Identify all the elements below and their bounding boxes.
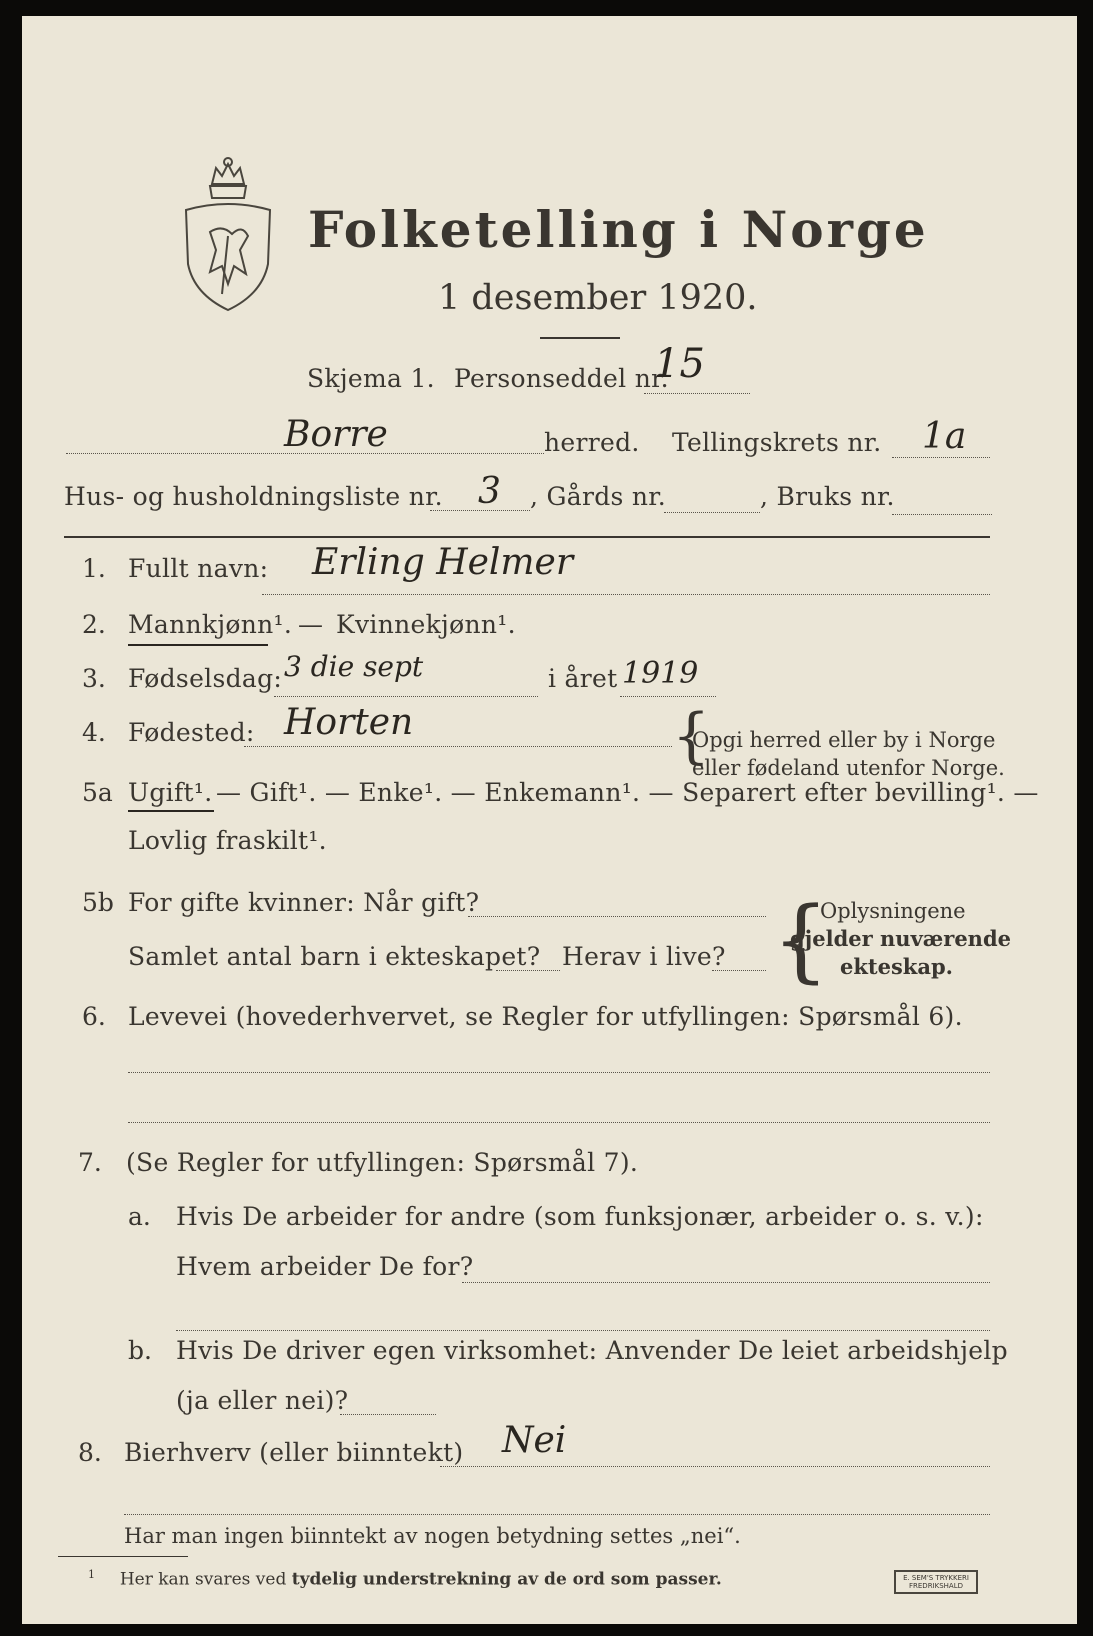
q4-number: 4. bbox=[82, 718, 106, 747]
unmarried-selection-mark bbox=[128, 810, 214, 812]
q8-label: Bierhverv (eller biinntekt) bbox=[124, 1438, 464, 1467]
q5b-note-line1: Oplysningene bbox=[820, 899, 966, 923]
q5b-alive-label: Herav i live? bbox=[562, 942, 726, 971]
q6-label: Levevei (hovederhvervet, se Regler for utfyllingen: Spørsmål 6). bbox=[128, 1002, 963, 1031]
q5b-note-line2: gjelder nuværende bbox=[790, 926, 1011, 951]
husliste-value: 3 bbox=[478, 471, 501, 512]
tellingskrets-label: Tellingskrets nr. bbox=[672, 428, 882, 457]
birthplace-field[interactable] bbox=[244, 746, 672, 747]
q5b-number: 5b bbox=[82, 888, 114, 917]
q7b-label: Hvis De driver egen virksomhet: Anvender De leiet arbeidshjelp bbox=[176, 1336, 1008, 1365]
marital-options[interactable]: — Gift¹. — Enke¹. — Enkemann¹. — Separert efter bevilling¹. — bbox=[216, 778, 1039, 807]
birth-year-label: i året bbox=[548, 664, 618, 693]
q7b-number: b. bbox=[128, 1336, 152, 1365]
personseddel-value: 15 bbox=[654, 341, 705, 387]
children-total-field[interactable] bbox=[496, 970, 560, 971]
full-name-field[interactable] bbox=[262, 594, 990, 595]
census-date: 1 desember 1920. bbox=[438, 278, 758, 318]
form-title: Folketelling i Norge bbox=[308, 200, 929, 259]
q7-number: 7. bbox=[78, 1148, 102, 1177]
occupation-field-1[interactable] bbox=[128, 1072, 990, 1073]
unmarried-option[interactable]: Ugift¹. bbox=[128, 778, 213, 807]
q1-number: 1. bbox=[82, 554, 106, 583]
q8-number: 8. bbox=[78, 1438, 102, 1467]
q7a-label: Hvis De arbeider for andre (som funksjonær, arbeider o. s. v.): bbox=[176, 1202, 984, 1231]
children-alive-field[interactable] bbox=[712, 970, 766, 971]
coat-of-arms-icon bbox=[182, 154, 274, 314]
birthday-field[interactable] bbox=[274, 696, 538, 697]
q5b-brace: { bbox=[772, 888, 830, 993]
divorced-option[interactable]: Lovlig fraskilt¹. bbox=[128, 826, 327, 855]
q8-note: Har man ingen biinntekt av nogen betydning settes „nei“. bbox=[124, 1524, 741, 1548]
q3-number: 3. bbox=[82, 664, 106, 693]
printer-stamp: E. SEM'S TRYKKERI FREDRIKSHALD bbox=[894, 1570, 978, 1594]
personseddel-label: Personseddel nr. bbox=[454, 364, 669, 393]
bruks-field[interactable] bbox=[892, 514, 992, 515]
q6-number: 6. bbox=[82, 1002, 106, 1031]
herred-label: herred. bbox=[544, 428, 640, 457]
birth-year-field[interactable] bbox=[620, 696, 716, 697]
q5a-number: 5a bbox=[82, 778, 113, 807]
male-selection-mark bbox=[128, 644, 268, 646]
birth-year-value: 1919 bbox=[622, 656, 699, 691]
marriage-date-field[interactable] bbox=[468, 916, 766, 917]
q5b-children-label: Samlet antal barn i ekteskapet? bbox=[128, 942, 541, 971]
side-income-field[interactable] bbox=[440, 1466, 990, 1467]
q4-note-line1: Opgi herred eller by i Norge bbox=[692, 728, 996, 752]
personseddel-field[interactable] bbox=[644, 393, 750, 394]
q4-note-line2: eller fødeland utenfor Norge. bbox=[692, 756, 1005, 780]
side-income-field-2[interactable] bbox=[124, 1514, 990, 1515]
header-divider bbox=[64, 536, 990, 538]
husliste-label: Hus- og husholdningsliste nr. bbox=[64, 482, 443, 511]
q2-separator: — bbox=[298, 610, 324, 639]
hired-help-field[interactable] bbox=[340, 1414, 436, 1415]
birthplace-value: Horten bbox=[284, 702, 414, 743]
q7-label: (Se Regler for utfyllingen: Spørsmål 7). bbox=[126, 1148, 639, 1177]
footnote-text: Her kan svares ved bbox=[119, 1569, 292, 1590]
full-name-value: Erling Helmer bbox=[312, 542, 574, 583]
q7b-yesno-label: (ja eller nei)? bbox=[176, 1386, 349, 1415]
birthday-value: 3 die sept bbox=[284, 650, 424, 683]
tellingskrets-value: 1a bbox=[922, 416, 967, 457]
footnote-mark: 1 bbox=[88, 1568, 95, 1581]
q5b-label: For gifte kvinner: Når gift? bbox=[128, 888, 480, 917]
census-form bbox=[22, 16, 1077, 1624]
footnote-text-bold: tydelig understrekning av de ord som passer. bbox=[291, 1569, 722, 1590]
bruks-label: , Bruks nr. bbox=[760, 482, 895, 511]
tellingskrets-field[interactable] bbox=[892, 457, 990, 458]
male-option[interactable]: Mannkjønn¹. bbox=[128, 610, 293, 639]
q7a-number: a. bbox=[128, 1202, 151, 1231]
q1-label: Fullt navn: bbox=[128, 554, 269, 583]
gards-field[interactable] bbox=[664, 512, 760, 513]
q4-brace: { bbox=[672, 701, 711, 771]
q7a-employer-label: Hvem arbeider De for? bbox=[176, 1252, 474, 1281]
female-option[interactable]: Kvinnekjønn¹. bbox=[336, 610, 516, 639]
skjema-label: Skjema 1. bbox=[307, 364, 435, 393]
footnote bbox=[88, 1568, 722, 1590]
side-income-value: Nei bbox=[502, 1420, 567, 1461]
occupation-field-2[interactable] bbox=[128, 1122, 990, 1123]
title-divider bbox=[540, 337, 620, 339]
employer-field-1[interactable] bbox=[462, 1282, 990, 1283]
q3-label: Fødselsdag: bbox=[128, 664, 283, 693]
q5b-note-line3: ekteskap. bbox=[840, 954, 953, 979]
q2-number: 2. bbox=[82, 610, 106, 639]
q4-label: Fødested: bbox=[128, 718, 255, 747]
herred-value: Borre bbox=[284, 414, 388, 455]
employer-field-2[interactable] bbox=[176, 1330, 990, 1331]
footnote-divider bbox=[58, 1556, 188, 1557]
gards-label: , Gårds nr. bbox=[530, 482, 667, 511]
